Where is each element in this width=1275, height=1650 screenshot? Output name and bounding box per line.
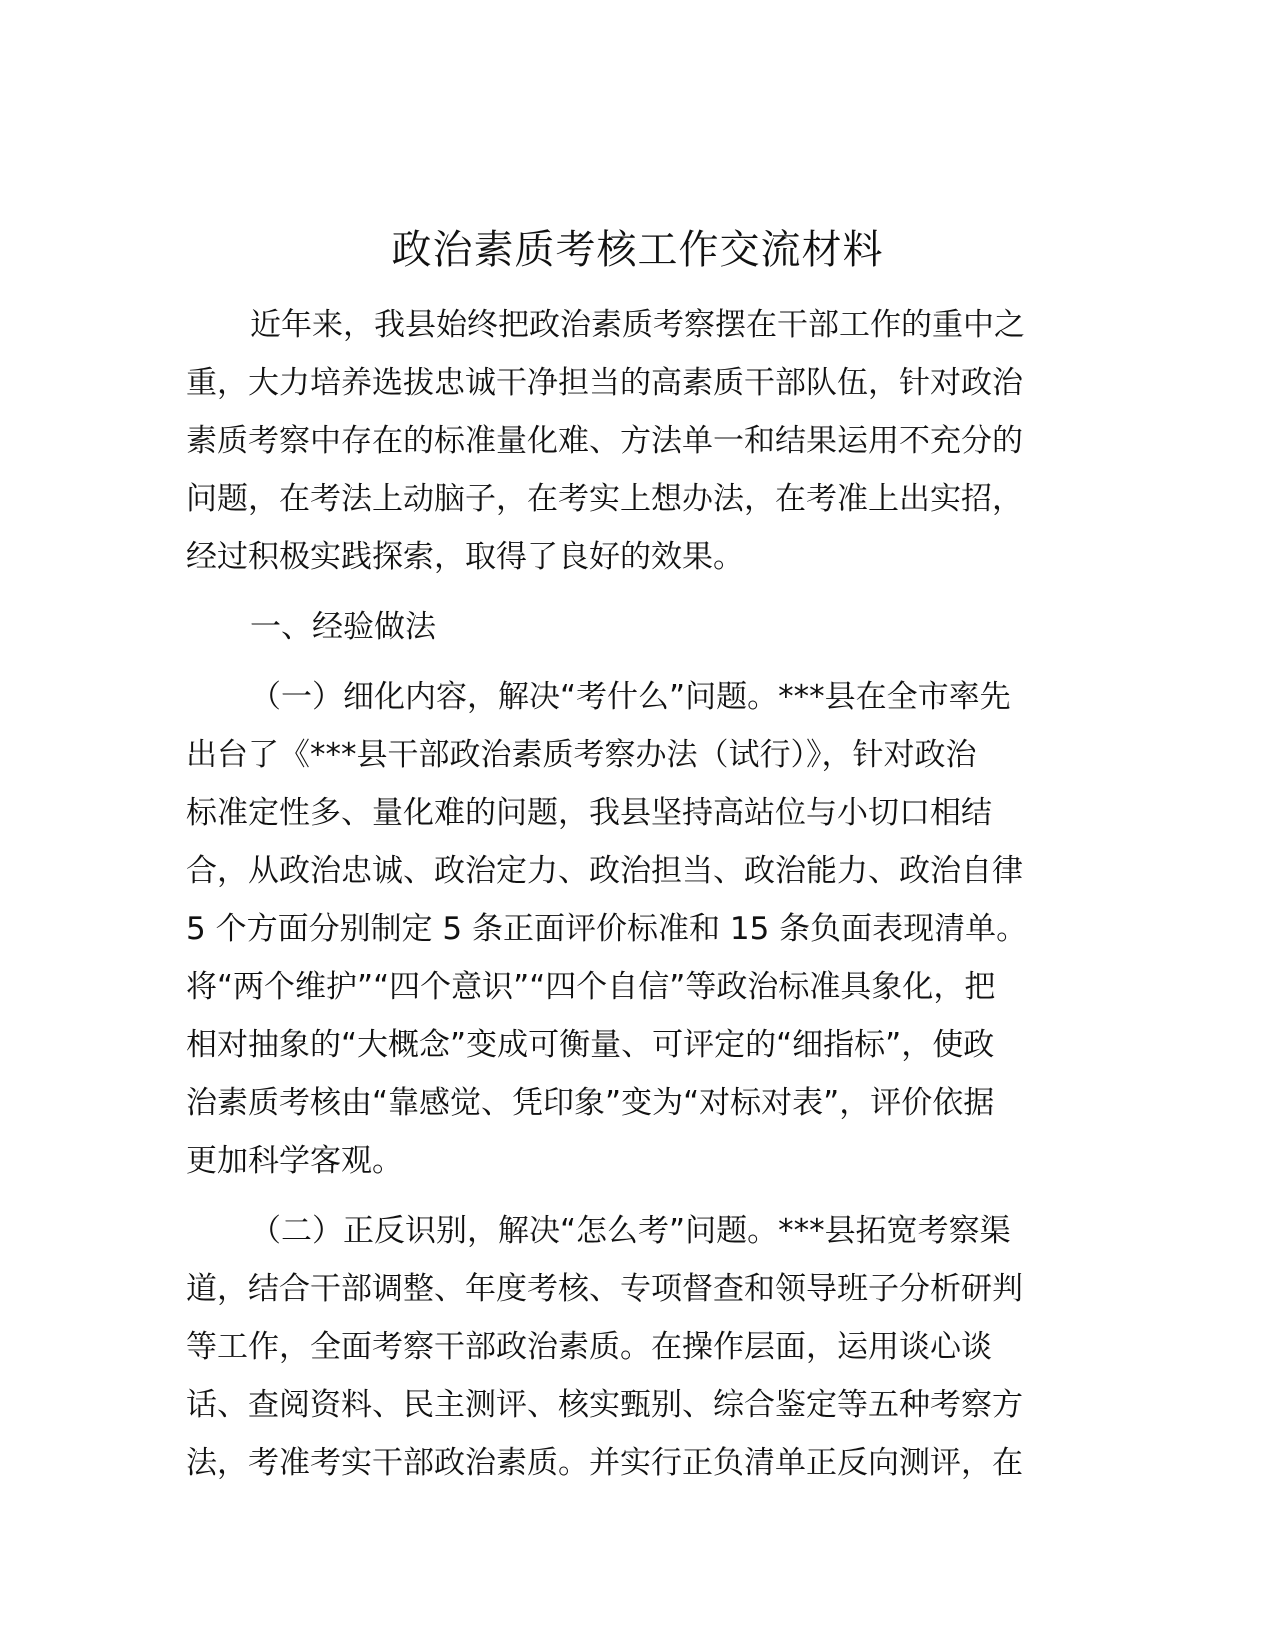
document-title: 政治素质考核工作交流材料 [391,227,884,273]
document-body [186,296,1086,1492]
paragraph-positive-negative: （二）正反识别，解决“怎么考”问题。***县拓宽考察渠 道，结合干部调整、年度考核、专项督查和领导班子分析研判 等工作，全面考察干部政治素质。在操作层面，运用谈心谈 话、查阅资料、民主测评、核实甄别、综合鉴定等五种考察方 法，考准考实干部政治素质。并实行正负清单正反向测评，在 [186,1213,1023,1481]
paragraph-intro: 近年来，我县始终把政治素质考察摆在干部工作的重中之 重，大力培养选拔忠诚干净担当的高素质干部队伍，针对政治 素质考察中存在的标准量化难、方法单一和结果运用不充分的 问题，在考法上动脑子，在考实上想办法，在考准上出实招， 经过积极实践探索，取得了良好的效果。 [186,307,1025,575]
section-heading-experience: 一、经验做法 [250,609,436,645]
paragraph-refine-content: （一）细化内容，解决“考什么”问题。***县在全市率先 出台了《***县干部政治素质考察办法（试行）》，针对政治 标准定性多、量化难的问题，我县坚持高站位与小切口相结 合，从政治忠诚、政治定力、政治担当、政治能力、政治自律 5 个方面分别制定 5 条正面评价标准和 15 条负面表现清单。 将“两个维护”“四个意识”“四个自信”等政治标准具象化，把 相对抽象的“大概念”变成可衡量、可评定的“细指标”，使政 治素质考核由“靠感觉、凭印象”变为“对标对表”，评价依据 更加科学客观。 [186,679,1028,1179]
